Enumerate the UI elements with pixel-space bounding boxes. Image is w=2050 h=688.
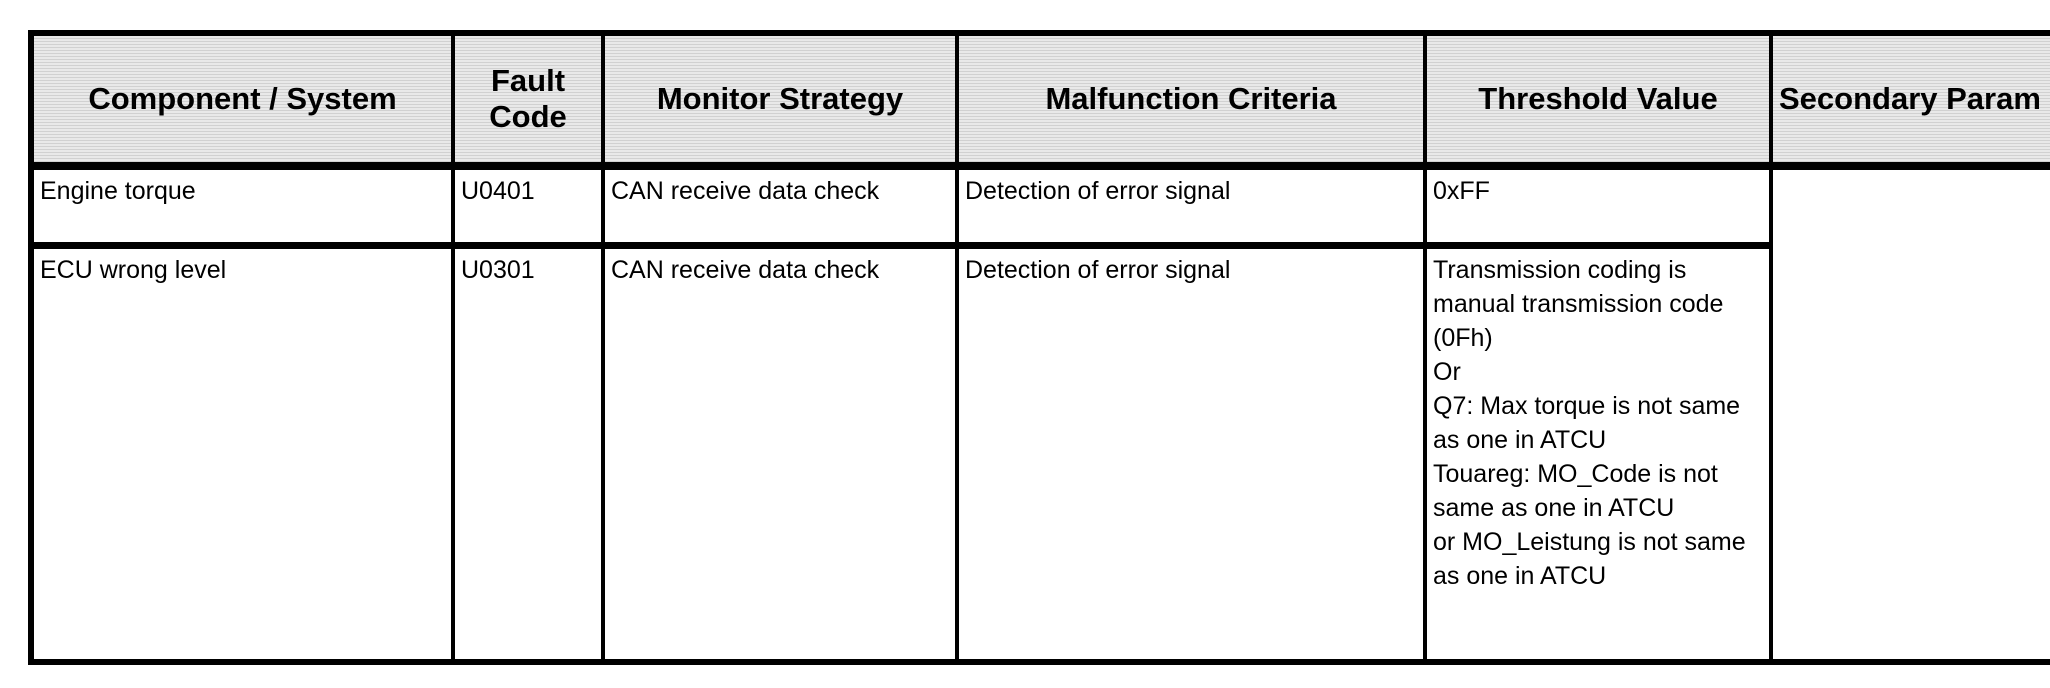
header-row — [31, 33, 2050, 166]
threshold-line: manual transmission code — [1433, 290, 1724, 318]
header-threshold-value: Threshold Value — [1425, 33, 1771, 166]
cell-monitor-strategy: CAN receive data check — [603, 166, 957, 246]
threshold-line: as one in ATCU — [1433, 426, 1607, 454]
threshold-line: 0xFF — [1433, 177, 1490, 205]
threshold-line: same as one in ATCU — [1433, 494, 1675, 522]
threshold-line: Touareg: MO_Code is not — [1433, 460, 1718, 488]
header-monitor-strategy: Monitor Strategy — [603, 33, 957, 166]
cell-threshold-value — [1425, 166, 1771, 246]
threshold-line: Transmission coding is — [1433, 256, 1687, 284]
cell-secondary-param — [1771, 166, 2050, 662]
threshold-line: Q7: Max torque is not same — [1433, 392, 1741, 420]
header-component: Component / System — [31, 33, 453, 166]
cell-malfunction-criteria: Detection of error signal — [957, 246, 1425, 663]
threshold-line: (0Fh) — [1433, 324, 1493, 352]
table-row — [31, 246, 2050, 663]
header-fault-code — [453, 33, 603, 166]
cell-component: ECU wrong level — [31, 246, 453, 663]
threshold-line: as one in ATCU — [1433, 562, 1607, 590]
header-secondary-param: Secondary Param — [1771, 33, 2050, 166]
diagnostic-table — [28, 30, 2050, 665]
header-malfunction-criteria: Malfunction Criteria — [957, 33, 1425, 166]
cell-component: Engine torque — [31, 166, 453, 246]
cell-malfunction-criteria: Detection of error signal — [957, 166, 1425, 246]
threshold-line: or MO_Leistung is not same — [1433, 528, 1746, 556]
threshold-line: Or — [1433, 358, 1461, 386]
cell-monitor-strategy: CAN receive data check — [603, 246, 957, 663]
cell-fault-code: U0301 — [453, 246, 603, 663]
table-row — [31, 166, 2050, 246]
cell-threshold-value — [1425, 246, 1771, 663]
cell-fault-code: U0401 — [453, 166, 603, 246]
header-fault-code-label: Fault Code — [489, 63, 567, 134]
